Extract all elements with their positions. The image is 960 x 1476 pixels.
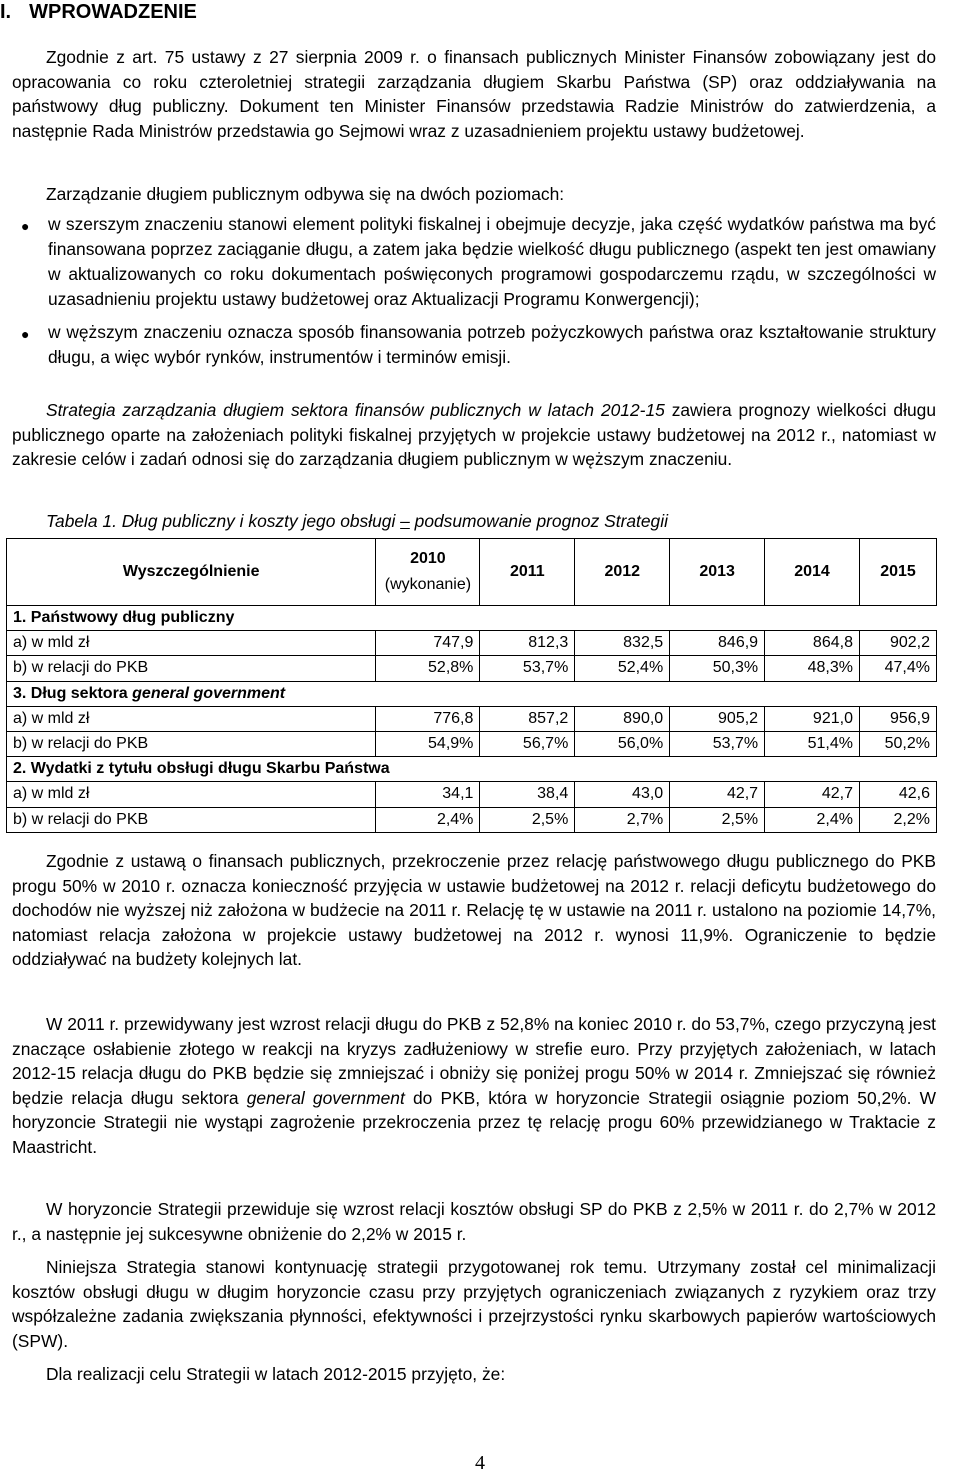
- table-section-row: [7, 757, 937, 782]
- table-cell: 864,8: [765, 631, 860, 656]
- table-section-row: [7, 606, 937, 631]
- table-cell: 902,2: [859, 631, 936, 656]
- forecast-italic: general government: [246, 1087, 405, 1108]
- table-row: [7, 656, 937, 681]
- table-cell: 2,4%: [376, 807, 480, 832]
- table-row: [7, 631, 937, 656]
- list-item: [12, 212, 936, 312]
- row-label: a) w mld zł: [7, 782, 376, 807]
- table-cell: 53,7%: [670, 731, 765, 756]
- table-section-row: [7, 681, 937, 706]
- levels-paragraph: Zarządzanie długiem publicznym odbywa się na dwóch poziomach:: [46, 184, 565, 204]
- table-cell: 890,0: [575, 706, 670, 731]
- section-heading: [0, 0, 215, 24]
- table-cell: 857,2: [480, 706, 575, 731]
- header-2010-year: 2010: [410, 550, 446, 567]
- forecast-paragraph: [12, 1012, 936, 1160]
- table-cell: 54,9%: [376, 731, 480, 756]
- threshold-paragraph: Zgodnie z ustawą o finansach publicznych, przekroczenie przez relację państwowego długu publicznego do PKB progu 50% w 2010 r. oznacza konieczność przyjęcia w ustawie budżetowej na 2012 r. relacji deficytu budżetowego do dochodów nie wyższej niż założona w budżecie na 2011 r. Relację tę w ustawie na 2011 r. ustalono na poziomie 14,7%, natomiast relacja założona w projekcie ustawy budżetowej na 2012 r. wynosi 11,9%. Ograniczenie to będzie oddziaływać na budżety kolejnych lat.: [12, 851, 936, 970]
- table-cell: 42,6: [859, 782, 936, 807]
- header-year: 2013: [670, 539, 765, 606]
- table-cell: 34,1: [376, 782, 480, 807]
- table-cell: 832,5: [575, 631, 670, 656]
- table-cell: 747,9: [376, 631, 480, 656]
- list-item-text: w szerszym znaczeniu stanowi element polityki fiskalnej i obejmuje decyzje, jaka część wydatków państwa ma być finansowana poprzez zaciąganie długu, a zatem jaka będzie wielkość długu publicznego (aspekt ten jest omawiany w aktualizowanych co roku dokumentach poświęconych programowi gospodarczemu rządu, w szczególności w uzasadnieniu projektu ustawy budżetowej oraz Aktualizacji Programu Konwergencji);: [48, 214, 936, 309]
- header-year: 2015: [859, 539, 936, 606]
- table-cell: 42,7: [765, 782, 860, 807]
- header-year: 2012: [575, 539, 670, 606]
- row-label: b) w relacji do PKB: [7, 807, 376, 832]
- table-cell: 812,3: [480, 631, 575, 656]
- section-title-cell: 1. Państwowy dług publiczny: [7, 606, 937, 631]
- table-row: [7, 731, 937, 756]
- section-title-text: 3. Dług sektora: [13, 684, 133, 702]
- row-label: a) w mld zł: [7, 706, 376, 731]
- forecast-text: W 2011 r. przewidywany jest wzrost relacji długu do PKB z 52,8% na koniec 2010 r. do 53,7%, czego przyczyną jest znaczące osłabienie złotego w reakcji na kryzys zadłużeniowy w strefie euro. Przy przyjętych założeniach, w latach 2012-15 relacja długu do PKB będzie się zmniejszać i obniży się poniżej progu 50% w 2014 r. Zmniejszać się również będzie relacja długu sektora: [12, 1014, 936, 1108]
- table-cell: 2,7%: [575, 807, 670, 832]
- table-cell: 48,3%: [765, 656, 860, 681]
- caption-dash: –: [400, 511, 410, 531]
- table-cell: 47,4%: [859, 656, 936, 681]
- table-cell: 43,0: [575, 782, 670, 807]
- section-title-italic: general government: [132, 684, 286, 702]
- table-cell: 52,8%: [376, 656, 480, 681]
- intro-paragraph: Zgodnie z art. 75 ustawy z 27 sierpnia 2009 r. o finansach publicznych Minister Finansów zobowiązany jest do opracowania co roku czteroletniej strategii zarządzania długiem Skarbu Państwa (SP) oraz oddziaływania na państwowy dług publiczny. Dokument ten Minister Finansów przedstawia Radzie Ministrów do zatwierdzenia, a następnie Rada Ministrów przedstawia go Sejmowi wraz z uzasadnieniem projektu ustawy budżetowej.: [12, 47, 936, 141]
- table-cell: 50,3%: [670, 656, 765, 681]
- table-cell: 846,9: [670, 631, 765, 656]
- table-cell: 51,4%: [765, 731, 860, 756]
- table-cell: 56,7%: [480, 731, 575, 756]
- strategy-paragraph: [12, 398, 936, 472]
- list-item-text: w węższym znaczeniu oznacza sposób finansowania potrzeb pożyczkowych państwa oraz kształtowanie struktury długu, a więc wybór rynków, instrumentów i terminów emisji.: [48, 322, 936, 367]
- continuation-paragraph: Niniejsza Strategia stanowi kontynuację strategii przygotowanej rok temu. Utrzymany został cel minimalizacji kosztów obsługi długu w długim horyzoncie czasu przy przyjętych ograniczeniach związanych z ryzykiem oraz trzy współzależne zadania zwiększania płynności, efektywności i przejrzystości rynku skarbowych papierów wartościowych (SPW).: [12, 1257, 936, 1351]
- forecast-text-end: do PKB, która w horyzoncie Strategii osiągnie poziom 50,2%. W horyzoncie Strategii nie wystąpi zagrożenie przekroczenia przez tę relację progu 60% przewidzianego w Traktacie z Maastricht.: [12, 1087, 936, 1157]
- table-cell: 2,5%: [670, 807, 765, 832]
- table-cell: 38,4: [480, 782, 575, 807]
- table-cell: 42,7: [670, 782, 765, 807]
- table-cell: 53,7%: [480, 656, 575, 681]
- row-label: b) w relacji do PKB: [7, 731, 376, 756]
- strategy-paragraph-text: zawiera prognozy wielkości długu publicznego oparte na założeniach polityki fiskalnej przyjętych w projekcie ustawy budżetowej na 2012 r., natomiast w zakresie celów i zadań odnosi się do zarządzania długiem publicznym w węższym znaczeniu.: [12, 400, 936, 470]
- table-row: [7, 807, 937, 832]
- caption-text-end: podsumowanie prognoz Strategii: [409, 511, 668, 531]
- table-cell: 2,2%: [859, 807, 936, 832]
- table-cell: 2,4%: [765, 807, 860, 832]
- row-label: a) w mld zł: [7, 631, 376, 656]
- section-title: WPROWADZENIE: [29, 1, 197, 23]
- table-cell: 52,4%: [575, 656, 670, 681]
- table-cell: 50,2%: [859, 731, 936, 756]
- header-2010: [376, 539, 480, 606]
- table-cell: 2,5%: [480, 807, 575, 832]
- table-header-row: [7, 539, 937, 606]
- table-cell: 776,8: [376, 706, 480, 731]
- page-number: 4: [475, 1452, 485, 1474]
- section-title-cell: [7, 681, 937, 706]
- row-label: b) w relacji do PKB: [7, 656, 376, 681]
- levels-list: [12, 212, 936, 378]
- table-cell: 56,0%: [575, 731, 670, 756]
- bullet-icon: ●: [21, 218, 30, 234]
- header-year: 2011: [480, 539, 575, 606]
- table-row: [7, 782, 937, 807]
- table-cell: 921,0: [765, 706, 860, 731]
- list-item: [12, 320, 936, 370]
- header-year: 2014: [765, 539, 860, 606]
- conclusion-paragraph: Dla realizacji celu Strategii w latach 2012-2015 przyjęto, że:: [46, 1364, 506, 1384]
- table-cell: 905,2: [670, 706, 765, 731]
- debt-table: [6, 538, 937, 833]
- caption-text: Tabela 1. Dług publiczny i koszty jego obsługi: [46, 511, 401, 531]
- header-label: Wyszczególnienie: [7, 539, 376, 606]
- header-2010-note: (wykonanie): [384, 576, 472, 593]
- table-caption: [46, 509, 668, 533]
- section-title-cell: 2. Wydatki z tytułu obsługi długu Skarbu Państwa: [7, 757, 937, 782]
- section-number: I.: [0, 1, 12, 23]
- table-cell: 956,9: [859, 706, 936, 731]
- bullet-icon: ●: [21, 326, 30, 342]
- strategy-title: Strategia zarządzania długiem sektora finansów publicznych w latach 2012-15: [46, 400, 665, 420]
- costs-paragraph: W horyzoncie Strategii przewiduje się wzrost relacji kosztów obsługi SP do PKB z 2,5% w 2011 r. do 2,7% w 2012 r., a następnie jej sukcesywne obniżenie do 2,2% w 2015 r.: [12, 1199, 936, 1244]
- table-row: [7, 706, 937, 731]
